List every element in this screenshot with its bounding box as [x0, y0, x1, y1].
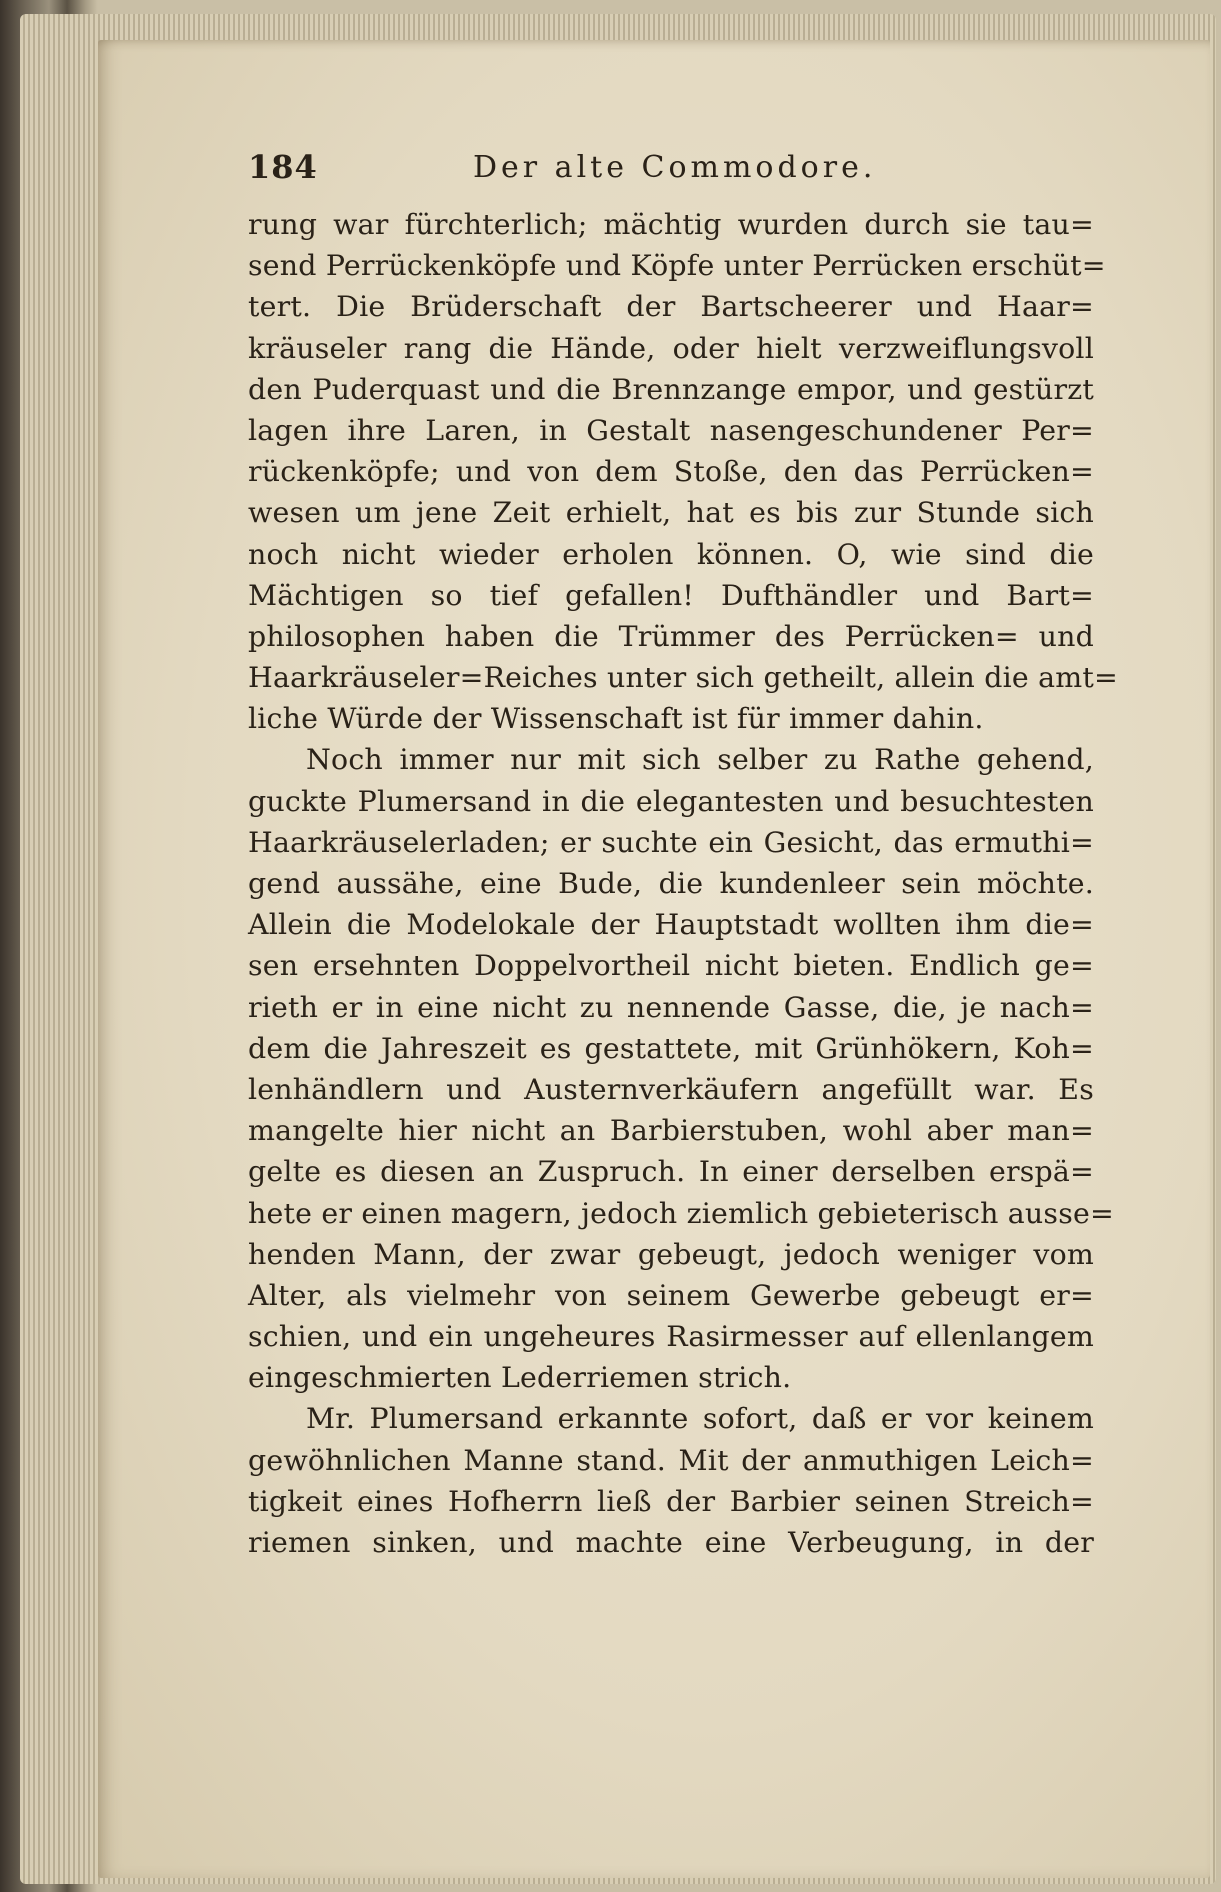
text-line: noch nicht wieder erholen können. O, wie sind die: [248, 537, 1094, 571]
text-line: gewöhnlichen Manne stand. Mit der anmuthigen Leich=: [248, 1443, 1094, 1477]
text-line: gelte es diesen an Zuspruch. In einer derselben erspä=: [248, 1155, 1094, 1189]
page-number: 184: [248, 148, 318, 186]
text-line: schien, und ein ungeheures Rasirmesser auf ellenlangem: [248, 1320, 1094, 1354]
text-line: wesen um jene Zeit erhielt, hat es bis zur Stunde sich: [248, 496, 1094, 530]
text-line: lagen ihre Laren, in Gestalt nasengeschundener Per=: [248, 413, 1094, 447]
text-line: rückenköpfe; und von dem Stoße, den das Perrücken=: [248, 455, 1094, 489]
text-line: Mächtigen so tief gefallen! Dufthändler und Bart=: [248, 578, 1094, 612]
text-line: hete er einen magern, jedoch ziemlich gebieterisch ausse=: [248, 1196, 1114, 1230]
text-line: Noch immer nur mit sich selber zu Rathe gehend,: [306, 743, 1094, 777]
text-line: lenhändlern und Austernverkäufern angefüllt war. Es: [248, 1072, 1094, 1106]
text-line: riemen sinken, und machte eine Verbeugung, in der: [248, 1526, 1094, 1559]
body-text: [248, 204, 1118, 1563]
text-line: tert. Die Brüderschaft der Bartscheerer und Haar=: [248, 290, 1094, 324]
text-line: guckte Plumersand in die elegantesten und besuchtesten: [248, 784, 1094, 818]
text-line: tigkeit eines Hofherrn ließ der Barbier seinen Streich=: [248, 1484, 1094, 1518]
text-line: henden Mann, der zwar gebeugt, jedoch weniger vom: [248, 1237, 1094, 1271]
text-line: den Puderquast und die Brennzange empor, und gestürzt: [248, 372, 1094, 406]
text-line: mangelte hier nicht an Barbierstuben, wohl aber man=: [248, 1114, 1094, 1148]
text-line: Alter, als vielmehr von seinem Gewerbe gebeugt er=: [248, 1278, 1094, 1312]
text-line: Haarkräuselerladen; er suchte ein Gesicht, das ermuthi=: [248, 825, 1094, 859]
text-line: kräuseler rang die Hände, oder hielt verzweiflungsvoll: [248, 331, 1094, 365]
text-line: liche Würde der Wissenschaft ist für immer dahin.: [248, 702, 984, 736]
text-line: Mr. Plumersand erkannte sofort, daß er vor keinem: [306, 1402, 1094, 1436]
text-line: philosophen haben die Trümmer des Perrücken= und: [248, 619, 1094, 653]
text-line: send Perrückenköpfe und Köpfe unter Perrücken erschüt=: [248, 249, 1106, 283]
paragraph: [248, 204, 1118, 739]
text-line: rieth er in eine nicht zu nennende Gasse, die, je nach=: [248, 990, 1094, 1024]
text-line: Haarkräuseler=Reiches unter sich getheilt, allein die amt=: [248, 661, 1118, 695]
text-line: dem die Jahreszeit es gestattete, mit Grünhökern, Koh=: [248, 1031, 1094, 1065]
paragraph: [248, 739, 1114, 1398]
text-line: gend aussähe, eine Bude, die kundenleer sein möchte.: [248, 867, 1094, 900]
text-line: eingeschmierten Lederriemen strich.: [248, 1361, 792, 1395]
text-line: rung war fürchterlich; mächtig wurden durch sie tau=: [248, 208, 1094, 241]
running-head: [248, 148, 1078, 196]
paragraph: [248, 1398, 1094, 1563]
running-title: Der alte Commodore.: [473, 150, 877, 185]
text-line: sen ersehnten Doppelvortheil nicht bieten. Endlich ge=: [248, 949, 1094, 983]
text-line: Allein die Modelokale der Hauptstadt wollten ihm die=: [248, 908, 1094, 942]
